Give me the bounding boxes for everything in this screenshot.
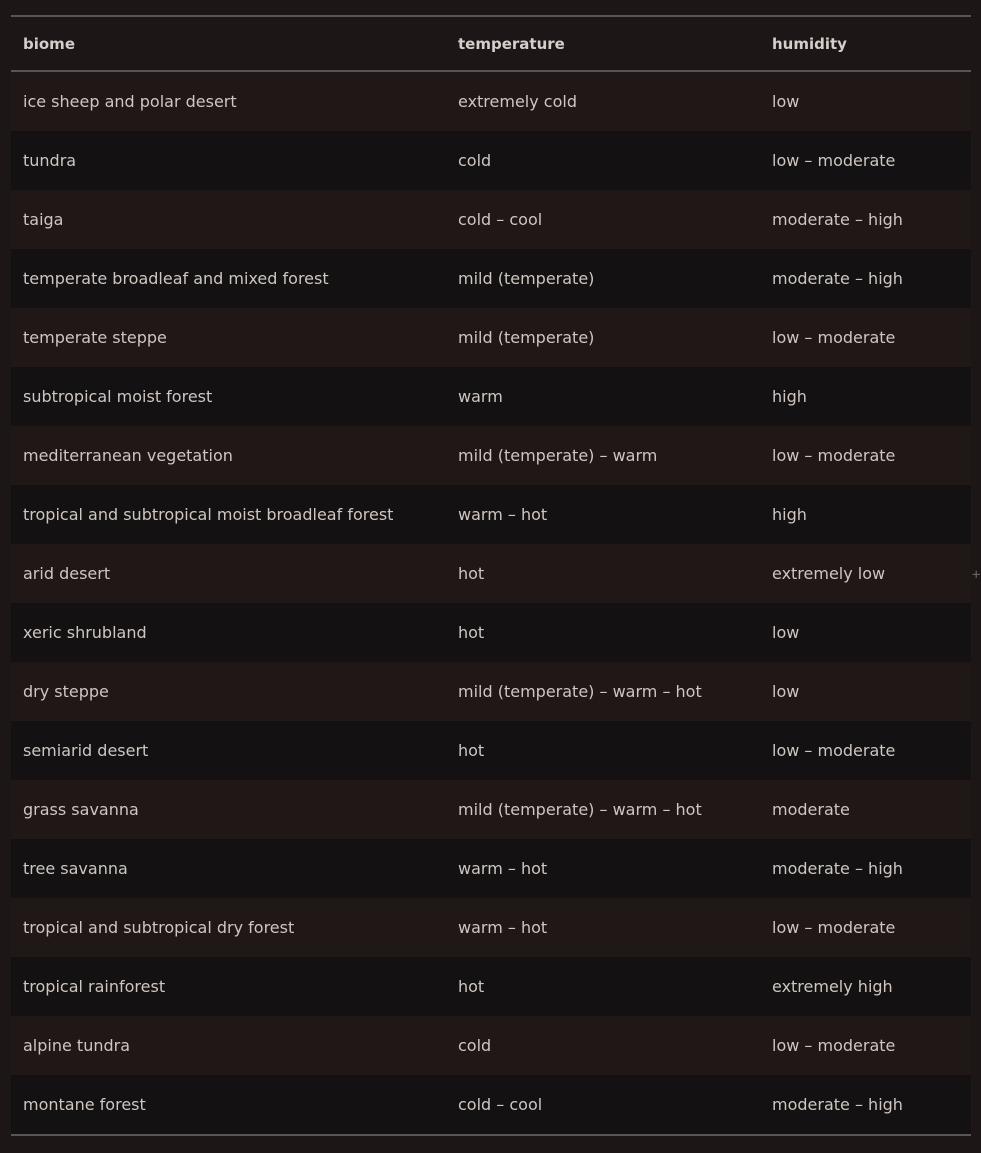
table-row: [11, 721, 971, 780]
cell-biome[interactable]: mediterranean vegetation: [11, 426, 446, 485]
cell-temperature[interactable]: hot: [446, 544, 760, 603]
cell-humidity[interactable]: moderate – high: [760, 1075, 971, 1135]
cell-temperature[interactable]: mild (temperate) – warm: [446, 426, 760, 485]
cell-temperature[interactable]: mild (temperate): [446, 249, 760, 308]
table-row: [11, 544, 971, 603]
cell-humidity[interactable]: low – moderate: [760, 308, 971, 367]
cell-temperature[interactable]: hot: [446, 603, 760, 662]
cell-humidity[interactable]: moderate – high: [760, 249, 971, 308]
cell-biome[interactable]: montane forest: [11, 1075, 446, 1135]
cell-temperature[interactable]: cold – cool: [446, 190, 760, 249]
cell-humidity[interactable]: extremely low: [760, 544, 971, 603]
column-header-biome[interactable]: biome: [11, 16, 446, 71]
table-row: [11, 957, 971, 1016]
cell-humidity[interactable]: low – moderate: [760, 898, 971, 957]
cell-biome[interactable]: subtropical moist forest: [11, 367, 446, 426]
table-row: [11, 426, 971, 485]
table-row: [11, 780, 971, 839]
header-row: [11, 16, 971, 71]
cell-humidity[interactable]: low – moderate: [760, 131, 971, 190]
table-row: [11, 839, 971, 898]
cell-humidity[interactable]: low: [760, 603, 971, 662]
table-row: [11, 71, 971, 131]
table-row: [11, 898, 971, 957]
cell-biome[interactable]: temperate broadleaf and mixed forest: [11, 249, 446, 308]
cell-biome[interactable]: tundra: [11, 131, 446, 190]
cell-biome[interactable]: tropical rainforest: [11, 957, 446, 1016]
column-header-humidity[interactable]: humidity: [760, 16, 971, 71]
cell-temperature[interactable]: warm: [446, 367, 760, 426]
cell-humidity[interactable]: moderate: [760, 780, 971, 839]
cell-biome[interactable]: tree savanna: [11, 839, 446, 898]
table-row: [11, 249, 971, 308]
table-row: [11, 367, 971, 426]
cell-biome[interactable]: ice sheep and polar desert: [11, 71, 446, 131]
cell-biome[interactable]: tropical and subtropical dry forest: [11, 898, 446, 957]
cell-temperature[interactable]: hot: [446, 957, 760, 1016]
cell-humidity[interactable]: low: [760, 662, 971, 721]
table-row: [11, 190, 971, 249]
biome-table: [11, 15, 971, 1136]
cell-temperature[interactable]: cold: [446, 1016, 760, 1075]
cell-humidity[interactable]: low: [760, 71, 971, 131]
cell-temperature[interactable]: mild (temperate): [446, 308, 760, 367]
table-row: [11, 131, 971, 190]
cell-biome[interactable]: arid desert: [11, 544, 446, 603]
table-row: [11, 1075, 971, 1135]
cell-biome[interactable]: tropical and subtropical moist broadleaf forest: [11, 485, 446, 544]
cell-humidity[interactable]: high: [760, 367, 971, 426]
cell-temperature[interactable]: extremely cold: [446, 71, 760, 131]
table-row: [11, 603, 971, 662]
cell-temperature[interactable]: mild (temperate) – warm – hot: [446, 662, 760, 721]
cell-biome[interactable]: xeric shrubland: [11, 603, 446, 662]
cell-humidity[interactable]: low – moderate: [760, 426, 971, 485]
cell-biome[interactable]: taiga: [11, 190, 446, 249]
cell-biome[interactable]: alpine tundra: [11, 1016, 446, 1075]
cell-biome[interactable]: dry steppe: [11, 662, 446, 721]
cell-biome[interactable]: temperate steppe: [11, 308, 446, 367]
table-body: [11, 71, 971, 1135]
add-column-handle[interactable]: [972, 565, 981, 585]
cell-humidity[interactable]: moderate – high: [760, 839, 971, 898]
table-row: [11, 662, 971, 721]
table-row: [11, 1016, 971, 1075]
table-row: [11, 485, 971, 544]
cell-temperature[interactable]: cold: [446, 131, 760, 190]
cell-temperature[interactable]: mild (temperate) – warm – hot: [446, 780, 760, 839]
cell-biome[interactable]: grass savanna: [11, 780, 446, 839]
cell-humidity[interactable]: high: [760, 485, 971, 544]
table-row: [11, 308, 971, 367]
cell-temperature[interactable]: warm – hot: [446, 839, 760, 898]
plus-icon[interactable]: +: [972, 567, 981, 583]
cell-biome[interactable]: semiarid desert: [11, 721, 446, 780]
cell-temperature[interactable]: cold – cool: [446, 1075, 760, 1135]
cell-humidity[interactable]: low – moderate: [760, 1016, 971, 1075]
cell-temperature[interactable]: warm – hot: [446, 898, 760, 957]
cell-humidity[interactable]: moderate – high: [760, 190, 971, 249]
cell-humidity[interactable]: extremely high: [760, 957, 971, 1016]
cell-humidity[interactable]: low – moderate: [760, 721, 971, 780]
column-header-temperature[interactable]: temperature: [446, 16, 760, 71]
cell-temperature[interactable]: hot: [446, 721, 760, 780]
table-header: [11, 16, 971, 71]
cell-temperature[interactable]: warm – hot: [446, 485, 760, 544]
biome-table-container: [11, 15, 971, 1136]
